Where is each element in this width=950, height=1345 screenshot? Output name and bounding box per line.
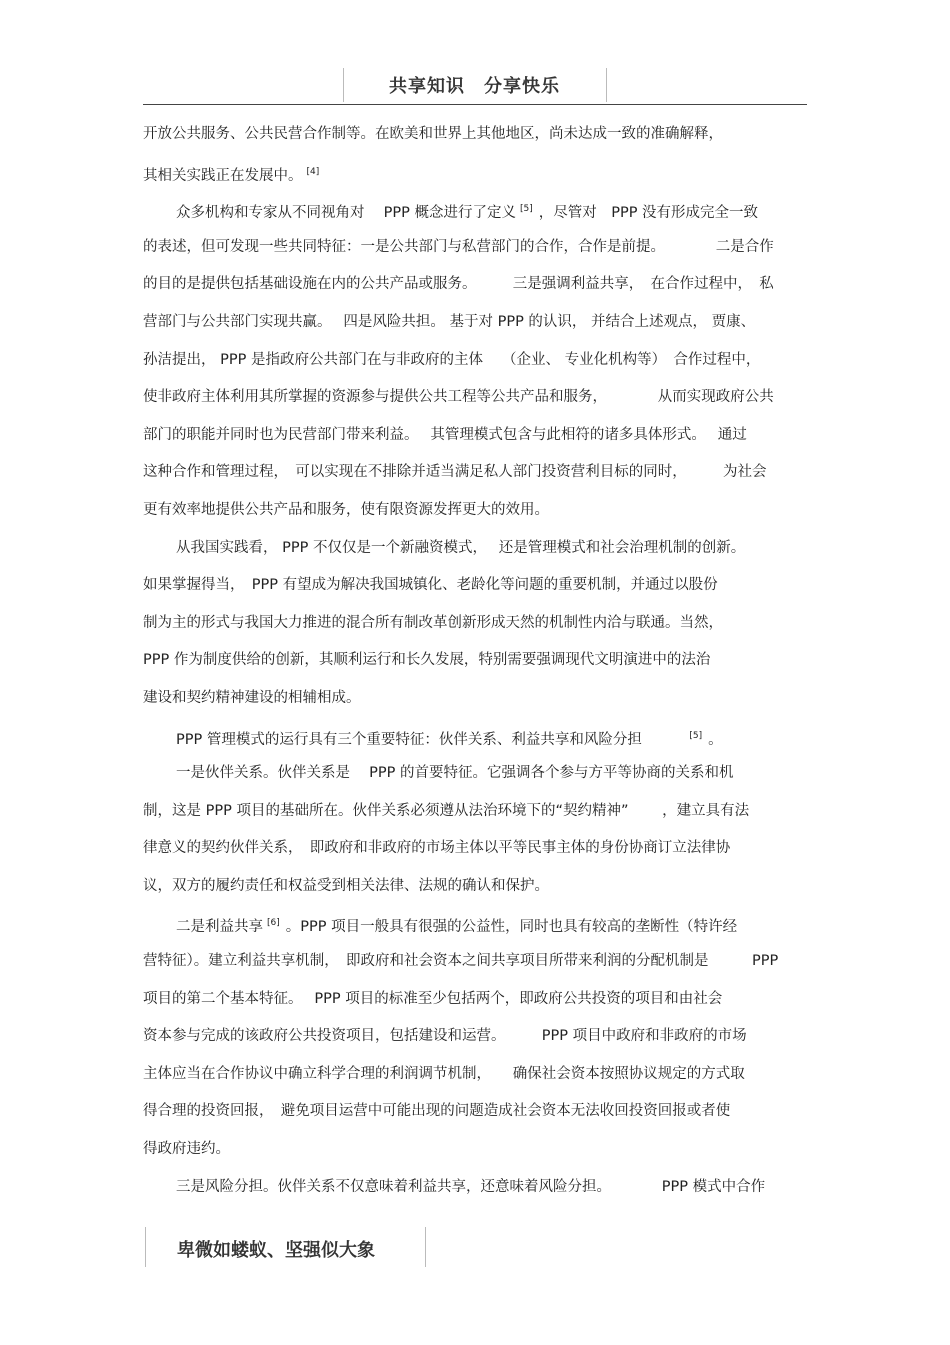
text-line <box>143 830 815 868</box>
text-line <box>143 342 815 380</box>
line-text: 制为主的形式与我国大力推进的混合所有制改革创新形成天然的机制性内洽与联通。当然， <box>143 614 723 631</box>
line-text: 从我国实践看， PPP 不仅仅是一个新融资模式， 还是管理模式和社会治理机制的创新。 <box>176 539 746 556</box>
footer-motto: 卑微如蝼蚁、坚强似大象 <box>177 1240 375 1261</box>
line-text: 建设和契约精神建设的相辅相成。 <box>143 689 361 706</box>
text-line <box>143 379 815 417</box>
line-text: 更有效率地提供公共产品和服务，使有限资源发挥更大的效用。 <box>143 501 549 518</box>
citation-ref: [6] <box>267 918 280 929</box>
line-text: 开放公共服务、公共民营合作制等。在欧美和世界上其他地区，尚未达成一致的准确解释， <box>143 126 723 142</box>
line-text: 主体应当在合作协议中确立科学合理的利润调节机制， 确保社会资本按照协议规定的方式取 <box>143 1065 745 1082</box>
line-text: 议，双方的履约责任和权益受到相关法律、法规的确认和保护。 <box>143 877 549 894</box>
text-line <box>143 868 815 906</box>
citation-ref: [4] <box>306 166 320 177</box>
footer-divider-right <box>425 1227 426 1267</box>
text-line <box>143 718 815 756</box>
line-text: 其相关实践正在发展中。 <box>143 167 303 184</box>
line-text: 律意义的契约伙伴关系， 即政府和非政府的市场主体以平等民事主体的身份协商订立法律协 <box>143 840 731 857</box>
text-line <box>143 1093 815 1131</box>
text-line <box>143 567 815 605</box>
text-line <box>143 417 815 455</box>
line-text: 一是伙伴关系。伙伴关系是 PPP 的首要特征。它强调各个参与方平等协商的关系和机 <box>176 765 734 782</box>
line-text: 营特征）。建立利益共享机制， 即政府和社会资本之间共享项目所带来利润的分配机制是 PPP <box>143 953 779 970</box>
text-line <box>143 530 815 568</box>
text-line <box>143 454 815 492</box>
header-title: 共享知识 分享快乐 <box>389 76 560 97</box>
text-line <box>143 1056 815 1094</box>
line-text-after: 。PPP 项目一般具有很强的公益性，同时也具有较高的垄断性（特许经 <box>285 919 738 936</box>
line-text: 的目的是提供包括基础设施在内的公共产品或服务。 三是强调利益共享， 在合作过程中， 私 <box>143 276 774 293</box>
citation-ref: [5] <box>689 730 703 741</box>
line-text: 得政府违约。 <box>143 1141 230 1158</box>
header-divider-right <box>606 68 607 102</box>
line-text: PPP 作为制度供给的创新，其顺利运行和长久发展，特别需要强调现代文明演进中的法治 <box>143 652 711 669</box>
citation-ref: [5] <box>519 204 533 215</box>
text-line <box>143 943 815 981</box>
text-line <box>143 492 815 530</box>
text-line <box>143 154 815 192</box>
text-line <box>143 755 815 793</box>
line-text: 众多机构和专家从不同视角对 PPP 概念进行了定义 <box>176 205 516 222</box>
text-line <box>143 793 815 831</box>
text-line <box>143 905 815 943</box>
line-text: 得合理的投资回报， 避免项目运营中可能出现的问题造成社会资本无法收回投资回报或者使 <box>143 1103 731 1120</box>
line-text: 营部门与公共部门实现共赢。 四是风险共担。 基于对 PPP 的认识， 并结合上述观点， 贾康、 <box>143 313 756 330</box>
text-line <box>143 1018 815 1056</box>
line-text: 孙洁提出， PPP 是指政府公共部门在与非政府的主体 （企业、 专业化机构等） 合作过程中， <box>143 351 761 368</box>
line-text: 制，这是 PPP 项目的基础所在。伙伴关系必须遵从法治环境下的“契约精神” ，建立具有法 <box>143 802 750 819</box>
line-text: 部门的职能并同时也为民营部门带来利益。 其管理模式包含与此相符的诸多具体形式。 通过 <box>143 426 747 443</box>
page-footer <box>145 1227 426 1267</box>
text-line <box>143 229 815 267</box>
page-header <box>143 62 807 105</box>
line-text: 三是风险分担。伙伴关系不仅意味着利益共享，还意味着风险分担。 PPP 模式中合作 <box>176 1178 766 1195</box>
text-line <box>143 304 815 342</box>
text-line <box>143 1169 815 1207</box>
line-text: 如果掌握得当， PPP 有望成为解决我国城镇化、老龄化等问题的重要机制，并通过以股份 <box>143 577 718 594</box>
text-line <box>143 981 815 1019</box>
line-text: PPP 管理模式的运行具有三个重要特征：伙伴关系、利益共享和风险分担 <box>176 731 686 748</box>
line-text: 二是利益共享 <box>176 919 263 936</box>
text-line <box>143 642 815 680</box>
line-text: 使非政府主体利用其所掌握的资源参与提供公共工程等公共产品和服务， 从而实现政府公共 <box>143 389 774 406</box>
line-text-after: 。 <box>708 731 723 748</box>
footer-divider-left <box>145 1227 146 1267</box>
text-line <box>143 680 815 718</box>
text-line <box>143 266 815 304</box>
text-line <box>143 191 815 229</box>
line-text: 资本参与完成的该政府公共投资项目，包括建设和运营。 PPP 项目中政府和非政府的市场 <box>143 1028 747 1045</box>
body-text <box>143 116 815 1206</box>
line-text: 的表述，但可发现一些共同特征：一是公共部门与私营部门的合作，合作是前提。 二是合作 <box>143 238 774 255</box>
line-text: 这种合作和管理过程， 可以实现在不排除并适当满足私人部门投资营利目标的同时， 为社会 <box>143 464 767 481</box>
text-line <box>143 116 815 154</box>
line-text: 项目的第二个基本特征。 PPP 项目的标准至少包括两个，即政府公共投资的项目和由社会 <box>143 990 723 1007</box>
text-line <box>143 1131 815 1169</box>
line-text-after: ，尽管对 PPP 没有形成完全一致 <box>538 205 759 222</box>
text-line <box>143 605 815 643</box>
